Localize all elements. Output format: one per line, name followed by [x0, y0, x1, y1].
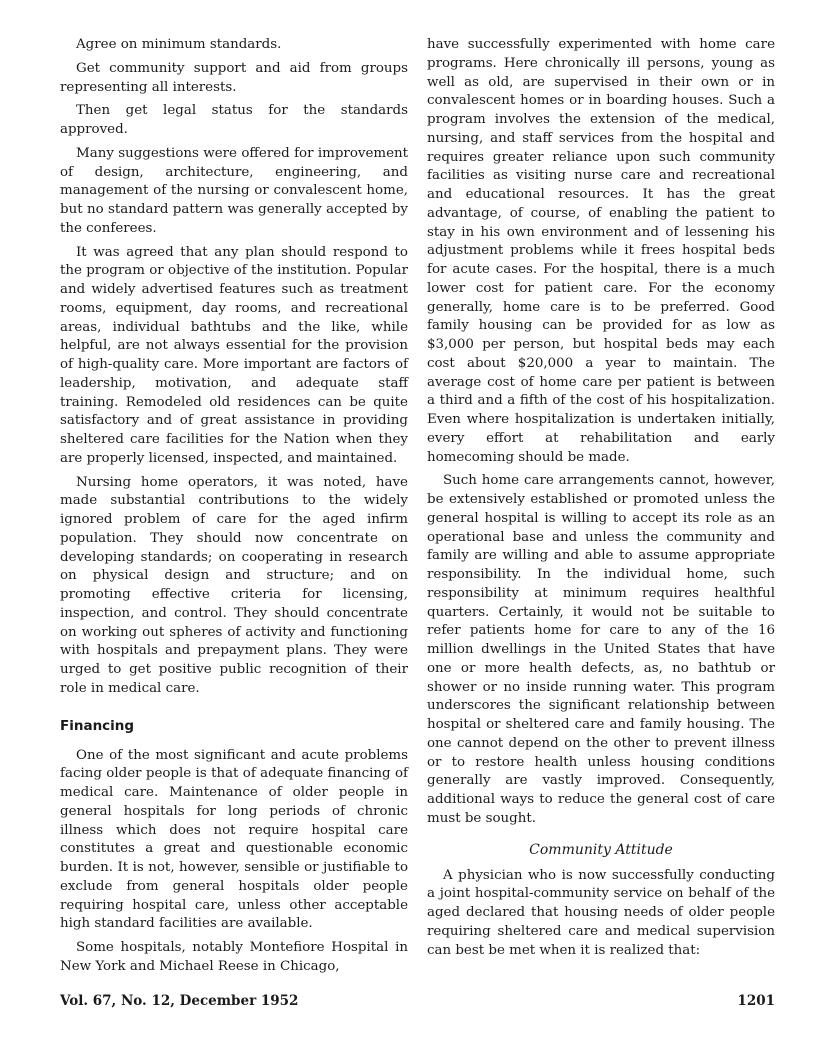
paragraph: A physician who is now successfully conducting a joint hospital-community service on behalf of the aged declared that housing needs of older people requiring sheltered care and medical supervision can best be met when it is realized that: — [427, 867, 775, 958]
section-heading-community-attitude: Community Attitude — [529, 841, 673, 858]
paragraph: Get community support and aid from groups representing all interests. — [60, 60, 408, 95]
paragraph: Such home care arrangements cannot, however, be extensively established or promoted unless the general hospital is willing to accept its role as an operational base and unless the community and family are willing and able to assume appropriate responsibility. In the individual home, such responsibility at minimum requires healthful quarters. Certainly, it would not be suitable to refer patients home for care to any of the 16 million dwellings in the United States that have one or more health defects, as, no bathtub or shower or no inside running water. This program underscores the significant relationship between hospital or sheltered care and family housing. The one cannot depend on the other to prevent illness or to restore health unless housing conditions generally are vastly improved. Consequently, additional ways to reduce the general cost of care must be sought. — [427, 473, 775, 826]
paragraph: Then get legal status for the standards approved. — [60, 103, 408, 137]
paragraph: Nursing home operators, it was noted, have made substantial contributions to the widely ignored problem of care for the aged infirm population. They should now concentrate on developing standards; on cooperating in research on physical design and structure; and on promoting effective criteria for licensing, inspection, and control. They should concentrate on working out spheres of activity and functioning with hospitals and prepayment plans. They were urged to get positive public recognition of their role in medical care. — [60, 474, 408, 696]
columns — [60, 36, 775, 982]
paragraph: Agree on minimum standards. — [76, 37, 282, 52]
right-column — [427, 36, 775, 982]
section-heading-financing: Financing — [60, 717, 135, 734]
footer — [60, 992, 775, 1010]
paragraph: It was agreed that any plan should respond to the program or objective of the institution. Popular and widely advertised features such as treatment rooms, equipment, day rooms, and recreational areas, individual bathtubs and the like, while helpful, are not always essential for the provision of high-quality care. More important are factors of leadership, motivation, and adequate staff training. Remodeled old residences can be quite satisfactory and of great assistance in providing sheltered care facilities for the Nation when they are properly licensed, inspected, and maintained. — [60, 244, 408, 466]
paragraph: Many suggestions were offered for improvement of design, architecture, engineering, and management of the nursing or convalescent home, but no standard pattern was generally accepted by the conferees. — [60, 145, 408, 236]
page-number: 1201 — [737, 993, 775, 1009]
journal-citation: Vol. 67, No. 12, December 1952 — [60, 993, 299, 1009]
left-column — [60, 36, 408, 982]
paragraph: One of the most significant and acute problems facing older people is that of adequate financing of medical care. Maintenance of older people in general hospitals for long periods of chronic illness which does not require hospital care constitutes a great and questionable economic burden. It is not, however, sensible or justifiable to exclude from general hospitals older people requiring hospital care, unless other acceptable high standard facilities are available. — [60, 747, 408, 932]
paragraph: Some hospitals, notably Montefiore Hospital in New York and Michael Reese in Chicago, — [60, 940, 408, 974]
paragraph: have successfully experimented with home care programs. Here chronically ill persons, young as well as old, are supervised in their own or in convalescent homes or in boarding houses. Such a program involves the extension of the medical, nursing, and staff services from the hospital and requires greater reliance upon such community facilities as visiting nurse care and recreational and educational resources. It has the great advantage, of course, of enabling the patient to stay in his own environment and of lessening his adjustment problems while it frees hospital beds for acute cases. For the hospital, there is a much lower cost for patient care. For the economy generally, home care is to be preferred. Good family housing can be provided for as low as $3,000 per person, but hospital beds may each cost about $20,000 a year to maintain. The average cost of home care per patient is between a third and a fifth of the cost of his hospitalization. Even where hospitalization is undertaken initially, every effort at rehabilitation and early homecoming should be made. — [427, 37, 775, 465]
